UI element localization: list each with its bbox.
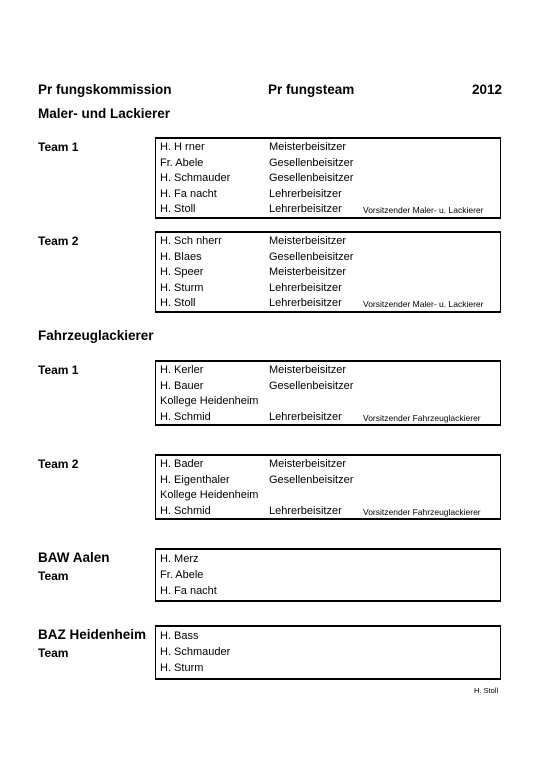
member-row xyxy=(158,410,501,426)
member-row xyxy=(158,661,501,677)
chair-note: Vorsitzender Fahrzeuglackierer xyxy=(363,412,481,423)
member-name: H. Sturm xyxy=(160,662,204,674)
member-name: H. Fa nacht xyxy=(160,187,217,200)
chair-note: Vorsitzender Maler- u. Lackierer xyxy=(363,299,484,309)
member-row xyxy=(158,568,501,584)
member-role: Lehrerbeisitzer xyxy=(269,410,342,423)
member-name: H. Speer xyxy=(160,266,204,278)
team-label: Team xyxy=(38,646,69,660)
year: 2012 xyxy=(472,82,503,97)
member-row xyxy=(158,363,501,379)
member-role: Lehrerbeisitzer xyxy=(269,281,342,294)
member-row xyxy=(158,296,501,312)
member-name: H. Bauer xyxy=(160,379,204,392)
member-name: H. H rner xyxy=(160,141,205,153)
member-name: H. Merz xyxy=(160,553,199,565)
member-row xyxy=(158,265,501,281)
member-role: Gesellenbeisitzer xyxy=(269,379,354,392)
member-name: H. Bader xyxy=(160,458,204,470)
member-row xyxy=(158,488,501,504)
team-label: Team xyxy=(38,569,69,583)
member-role: Meisterbeisitzer xyxy=(269,364,347,376)
team-heading: Pr fungsteam xyxy=(268,82,355,97)
member-name: H. Schmauder xyxy=(160,172,231,184)
member-row xyxy=(158,629,501,645)
member-name: H. Kerler xyxy=(160,364,204,376)
member-row xyxy=(158,250,501,266)
team-label: Team 1 xyxy=(38,140,79,154)
member-name: H. Sturm xyxy=(160,281,204,294)
member-row xyxy=(158,552,501,568)
member-name: H. Eigenthaler xyxy=(160,473,230,486)
member-row xyxy=(158,187,501,203)
member-name: Kollege Heidenheim xyxy=(160,489,259,501)
member-name: H. Stoll xyxy=(160,297,196,309)
section-title-baz: BAZ Heidenheim xyxy=(38,627,147,642)
member-role: Meisterbeisitzer xyxy=(269,266,347,278)
member-name: Kollege Heidenheim xyxy=(160,395,259,407)
chair-note: Vorsitzender Fahrzeuglackierer xyxy=(363,506,481,517)
member-role: Lehrerbeisitzer xyxy=(269,203,342,215)
member-name: H. Schmid xyxy=(160,504,211,517)
chair-note: Vorsitzender Maler- u. Lackierer xyxy=(363,205,484,215)
member-role: Gesellenbeisitzer xyxy=(269,172,354,184)
member-row xyxy=(158,379,501,395)
member-row xyxy=(158,457,501,473)
member-row xyxy=(158,645,501,661)
member-name: H. Bass xyxy=(160,630,199,642)
member-row xyxy=(158,156,501,172)
member-role: Meisterbeisitzer xyxy=(269,458,347,470)
member-name: Fr. Abele xyxy=(160,156,204,169)
member-row xyxy=(158,504,501,520)
member-row xyxy=(158,202,501,218)
member-row xyxy=(158,473,501,489)
member-name: H. Sch nherr xyxy=(160,235,222,247)
team-label: Team 1 xyxy=(38,363,79,377)
member-name: H. Schmauder xyxy=(160,646,231,658)
member-row xyxy=(158,171,501,187)
member-role: Gesellenbeisitzer xyxy=(269,250,354,263)
member-role: Lehrerbeisitzer xyxy=(269,187,342,200)
section-title-fahrzeug: Fahrzeuglackierer xyxy=(38,328,154,343)
member-name: H. Blaes xyxy=(160,250,202,263)
section-title-baw: BAW Aalen xyxy=(38,550,110,565)
member-row xyxy=(158,584,501,600)
member-role: Lehrerbeisitzer xyxy=(269,504,342,517)
footer-signature: H. Stoll xyxy=(474,686,499,695)
member-name: H. Schmid xyxy=(160,410,211,423)
member-name: H. Stoll xyxy=(160,203,196,215)
member-row xyxy=(158,234,501,250)
member-row xyxy=(158,281,501,297)
team-label: Team 2 xyxy=(38,457,79,471)
member-row xyxy=(158,394,501,410)
team-label: Team 2 xyxy=(38,234,79,248)
page-title: Pr fungskommission xyxy=(38,82,172,97)
member-name: Fr. Abele xyxy=(160,569,204,581)
member-role: Lehrerbeisitzer xyxy=(269,297,342,309)
member-role: Gesellenbeisitzer xyxy=(269,473,354,486)
member-name: H. Fa nacht xyxy=(160,585,217,597)
member-row xyxy=(158,140,501,156)
section-title-maler: Maler- und Lackierer xyxy=(38,106,171,121)
member-role: Meisterbeisitzer xyxy=(269,235,347,247)
member-role: Meisterbeisitzer xyxy=(269,141,347,153)
member-role: Gesellenbeisitzer xyxy=(269,156,354,169)
